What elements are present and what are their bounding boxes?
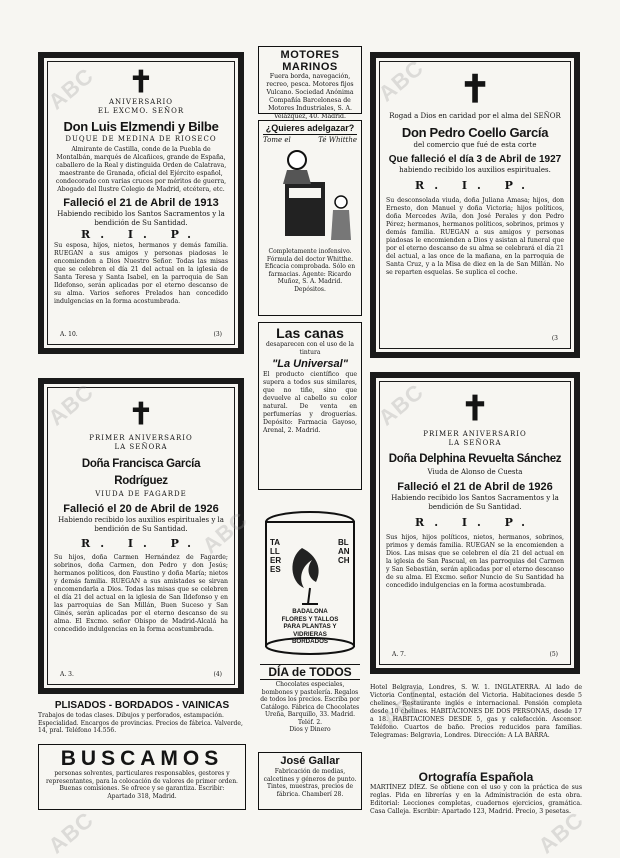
deceased-subtitle: del comercio que fué de esta corte [413, 141, 537, 149]
child-body [331, 210, 351, 240]
deceased-name: Don Pedro Coello García [401, 125, 549, 140]
sacraments-line: Habiendo recibido los auxilios espirituales y la bendición de Su Santidad. [58, 516, 224, 533]
ad-heading: Ortografía Española [418, 770, 534, 784]
ad-ortografia [370, 770, 582, 816]
figure-head [288, 151, 306, 169]
deceased-name: Doña Delphina Revuelta Sánchez [388, 453, 562, 465]
ad-dia-de-todos [258, 664, 362, 746]
obituary-footer [386, 651, 564, 658]
rip-line: R. I. P. [81, 228, 201, 241]
obituary-garcia [38, 378, 244, 694]
abc-watermark: ABC [533, 806, 589, 859]
ad-subhead-left: Tome el [263, 136, 291, 144]
ad-heading: BUSCAMOS [60, 747, 224, 770]
sacraments-line: Habiendo recibido los Santos Sacramentos y la bendición de Su Santidad. [391, 494, 559, 511]
death-date: Que falleció el día 3 de Abril de 1927 [388, 154, 562, 165]
ad-text: Chocolates especiales, bombones y pastelería. Regalos de todos los precios. Escriba por Catálogo. Fábrica de Chocolates Ureña, Barquillo, 33. Madrid. Teléf. 2. [260, 681, 360, 726]
abc-watermark: ABC [43, 62, 99, 115]
sacraments-line: Habiendo recibido los Santos Sacramentos y la bendición de Su Santidad. [57, 210, 225, 227]
ad-motores [258, 46, 362, 120]
death-date: Falleció el 21 de Abril de 1913 [63, 197, 219, 209]
ad-text: Hotel Belgravia, Londres, S. W. 1. INGLATERRA. Al lado de Victoria Continental, estación del Victoria. Habitaciones desde 5 chelines. Restaurante inglés e internacional. Pensión completa desde 10 chelines. HABITACIONES DE DOS PERSONAS, desde 17 a 18. HABITACIONES DESDE 5, gas y calefacción. Ascensor. Teléfono. Cuartos de baño. Precios reducidos para familias. Telegramas: Belgravia, Londres. Dirección: A LA BARRA. [370, 684, 582, 739]
ad-hotel-belgravia [370, 684, 582, 764]
deceased-title: DUQUE DE MEDINA DE RIOSECO [65, 135, 217, 143]
deceased-title: VIUDA DE FAGARDE [95, 490, 187, 498]
abc-watermark: ABC [373, 54, 429, 107]
ad-number: (3) [213, 331, 222, 338]
ad-footer: Dios y Dinero [289, 726, 331, 733]
ad-jose-gallar [258, 752, 362, 810]
obituary-footer [386, 335, 564, 342]
ad-reference: A. 10. [60, 331, 78, 338]
can-label-line1: BADALONA [292, 608, 328, 615]
ad-adelgazar [258, 120, 362, 316]
obituary-revuelta [370, 372, 580, 674]
ad-subhead-right: Té Whitthe [318, 136, 357, 144]
obituary-footer [54, 331, 228, 338]
ad-subhead [263, 136, 357, 144]
deceased-subtitle: Viuda de Alonso de Cuesta [427, 468, 523, 476]
ad-plisados [38, 700, 246, 738]
ad-reference: A. 7. [392, 651, 406, 658]
deceased-name: Don Luis Elzmendi y Bilbe [63, 119, 219, 134]
cross-icon: ✝ [460, 389, 490, 429]
ad-text: personas solventes, particulares responsables, gestores y representantes, para la colocación de valores de primer orden. Buenas comisiones. Se ofrece y se garantiza. Escribir: Apartado 318, Madrid. [46, 770, 238, 800]
ad-talleres-blanch [258, 508, 362, 656]
obituary-duque [38, 52, 244, 354]
obituary-coello [370, 52, 580, 358]
ad-text: Fabricación de medias, calcetines y géneros de punto. Tintes, muestras, precios de fábrica. Chamberí 28. [263, 768, 357, 798]
ad-reference: A. 3. [60, 671, 74, 678]
obituary-footer [54, 671, 228, 678]
cross-icon: ✝ [128, 397, 154, 432]
ad-buscamos [38, 744, 246, 810]
abc-watermark: ABC [43, 806, 99, 859]
can-label-line2: FLORES Y TALLOS [281, 615, 339, 623]
cross-icon: ✝ [459, 66, 491, 111]
ad-text: El producto científico que supera a todos sus similares, que no tiñe, sino que devuelve al cabello su color natural. De venta en perfumerías y droguerías. Depósito: Farmacia Gayoso, Arenal, 2. Madrid. [263, 371, 357, 434]
ad-heading: Las canas [276, 325, 344, 341]
obituary-body: Sus hijos, hijos políticos, nietos, hermanos, sobrinos, primos y demás familia. RUEGAN se la encomienden a Dios. Las misas que se celebren el día 21 del actual en la iglesia de San Pascual, en las parroquias del Carmen y San Sebastián, serán aplicadas por el eterno descanso de su alma. El Excmo. señor Nuncio de Su Santidad ha concedido indulgencias en la forma acostumbrada. [386, 534, 564, 589]
can-label [272, 608, 348, 646]
can-left-word: TALLERES [270, 538, 282, 574]
sacraments-line: habiendo recibido los auxilios espirituales. [399, 166, 551, 174]
honorific-caption: LA SEÑORA [448, 439, 502, 447]
anniversary-caption: ANIVERSARIO [108, 98, 173, 106]
cross-icon: ✝ [128, 65, 154, 100]
child-head [335, 196, 347, 208]
figure-body [283, 170, 311, 184]
ad-heading: ¿Quieres adelgazar? [263, 123, 357, 135]
ad-heading: José Gallar [280, 755, 340, 767]
ad-number: (4) [213, 671, 222, 678]
abc-watermark: ABC [377, 680, 433, 733]
ad-number: (5) [549, 651, 558, 658]
anniversary-caption: PRIMER ANIVERSARIO [89, 434, 193, 442]
obituary-body: Su hijos, doña Carmen Hernández de Fagarde; sobrinos, doña Carmen, don Pedro y don Jesús; hermanos políticos, don Faustino y doña María; nietos y demás familia. RUEGAN a sus amistades se sirvan encomendarla a Dios. Todas las misas que se celebren el día 21 del actual en la iglesia de San Ildefonso y en las parroquias de San Millán, Buen Suceso y San Ginés, serán aplicadas por el eterno descanso de su alma. El Excmo. señor Obispo de Madrid-Alcalá ha concedido indulgencias en la forma acostumbrada. [54, 554, 228, 633]
death-date: Falleció el 20 de Abril de 1926 [63, 503, 219, 515]
ad-subhead: desaparecen con el uso de la tintura [266, 341, 354, 356]
obituary-body: Su desconsolada viuda, doña Juliana Amasa; hijos, don Ernesto, don Manuel y doña Victoria; hijos políticos, doña Mercedes Avila, don José Perales y don Pedro Pérez; hermanos, hermanos políticos, sobrinos, primos y demás familia. RUEGAN a sus amigos y personas piadosas le encomienden a Dios y asistan al funeral que por el eterno descanso de su alma se celebrará el día 21 del actual, a las once de la mañana, en la parroquia de Santa Cruz, y a la Misa de diez en la de San Millán. No se reparten esquelas. Se suplica el coche. [386, 197, 564, 276]
deceased-name: Doña Francisca García Rodríguez [81, 458, 201, 487]
can-label-line3: PARA PLANTAS Y VIDRIERAS [283, 623, 337, 638]
ad-canas [258, 322, 362, 490]
death-date: Falleció el 21 de Abril de 1926 [397, 481, 553, 493]
rip-line: R. I. P. [415, 179, 535, 192]
rip-line: R. I. P. [81, 537, 201, 550]
ad-text: Completamente inofensivo. Fórmula del doctor Whitthe. Eficacia comprobada. Sólo en farmacias. Agente: Ricardo Muñoz, S. A. Madrid. Depósitos. [264, 248, 356, 293]
ad-heading: MOTORES MARINOS [280, 49, 340, 73]
ad-text: Trabajos de todas clases. Dibujos y perforados, estampación. Especialidad. Encargos de provincias. Precios de fábrica. Valverde, 14, pral. Teléfono 14.556. [38, 712, 243, 734]
ad-brand: "La Universal" [272, 358, 348, 370]
product-label [289, 188, 321, 198]
slimming-illustration [263, 144, 359, 244]
honorific-caption: LA SEÑORA [114, 443, 168, 451]
deceased-bio: Almirante de Castilla, conde de la Puebla de Montalbán, marqués de Alcañices, grande de España, caballero de la Real y distinguida Orden de Calatrava, maestrante de Granada, oficial del Ejército español, condecorado con varias cruces por méritos de guerra, Abogado del Ilustre Colegio de Madrid, etcétera, etc. [55, 146, 227, 193]
ad-heading: DÍA de TODOS [260, 664, 360, 680]
abc-watermark: ABC [43, 378, 99, 431]
rip-line: R. I. P. [415, 516, 535, 529]
anniversary-caption: PRIMER ANIVERSARIO [423, 430, 527, 438]
prayer-line: Rogad a Dios en caridad por el alma del SEÑOR [389, 112, 561, 120]
ad-text: Fuera borda, navegación, recreo, pesca. Motores fijos Vulcano. Sociedad Anónima Compañía Barcelonesa de Motores Industriales, S. A. Velázquez, 40. Madrid. [266, 73, 354, 120]
abc-watermark: ABC [197, 506, 253, 559]
honorific-caption: EL EXCMO. SEÑOR [97, 107, 185, 115]
obituary-body: Su esposa, hijos, nietos, hermanos y demás familia. RUEGAN a sus amigos y personas piadosas le encomienden a Dios Nuestro Señor. Todas las misas que se celebren el día 21 del actual en la iglesia de Santa Teresa y Santa Isabel, en la parroquia de San Ildefonso, serán aplicadas por el eterno descanso de su alma. Varios señores Prelados han concedido indulgencias en la forma acostumbrada. [54, 242, 228, 305]
ad-heading: PLISADOS - BORDADOS - VAINICAS [54, 700, 230, 711]
can-right-word: BLANCH [338, 538, 350, 565]
can-label-line4: BORDADOS [291, 638, 329, 645]
ad-number: (3 [551, 335, 558, 342]
abc-watermark: ABC [373, 378, 429, 431]
ad-text: MARTÍNEZ DÍEZ. Se obtiene con el uso y con la práctica de sus reglas. Pida en librerías y en la Administración de esta obra. Editorial: Lecciones completas, cuadernos ejercicios, gramática. Casa Calleja. Escribir: Apartado 123, Madrid. Precio, 3 pesetas. [370, 784, 582, 815]
